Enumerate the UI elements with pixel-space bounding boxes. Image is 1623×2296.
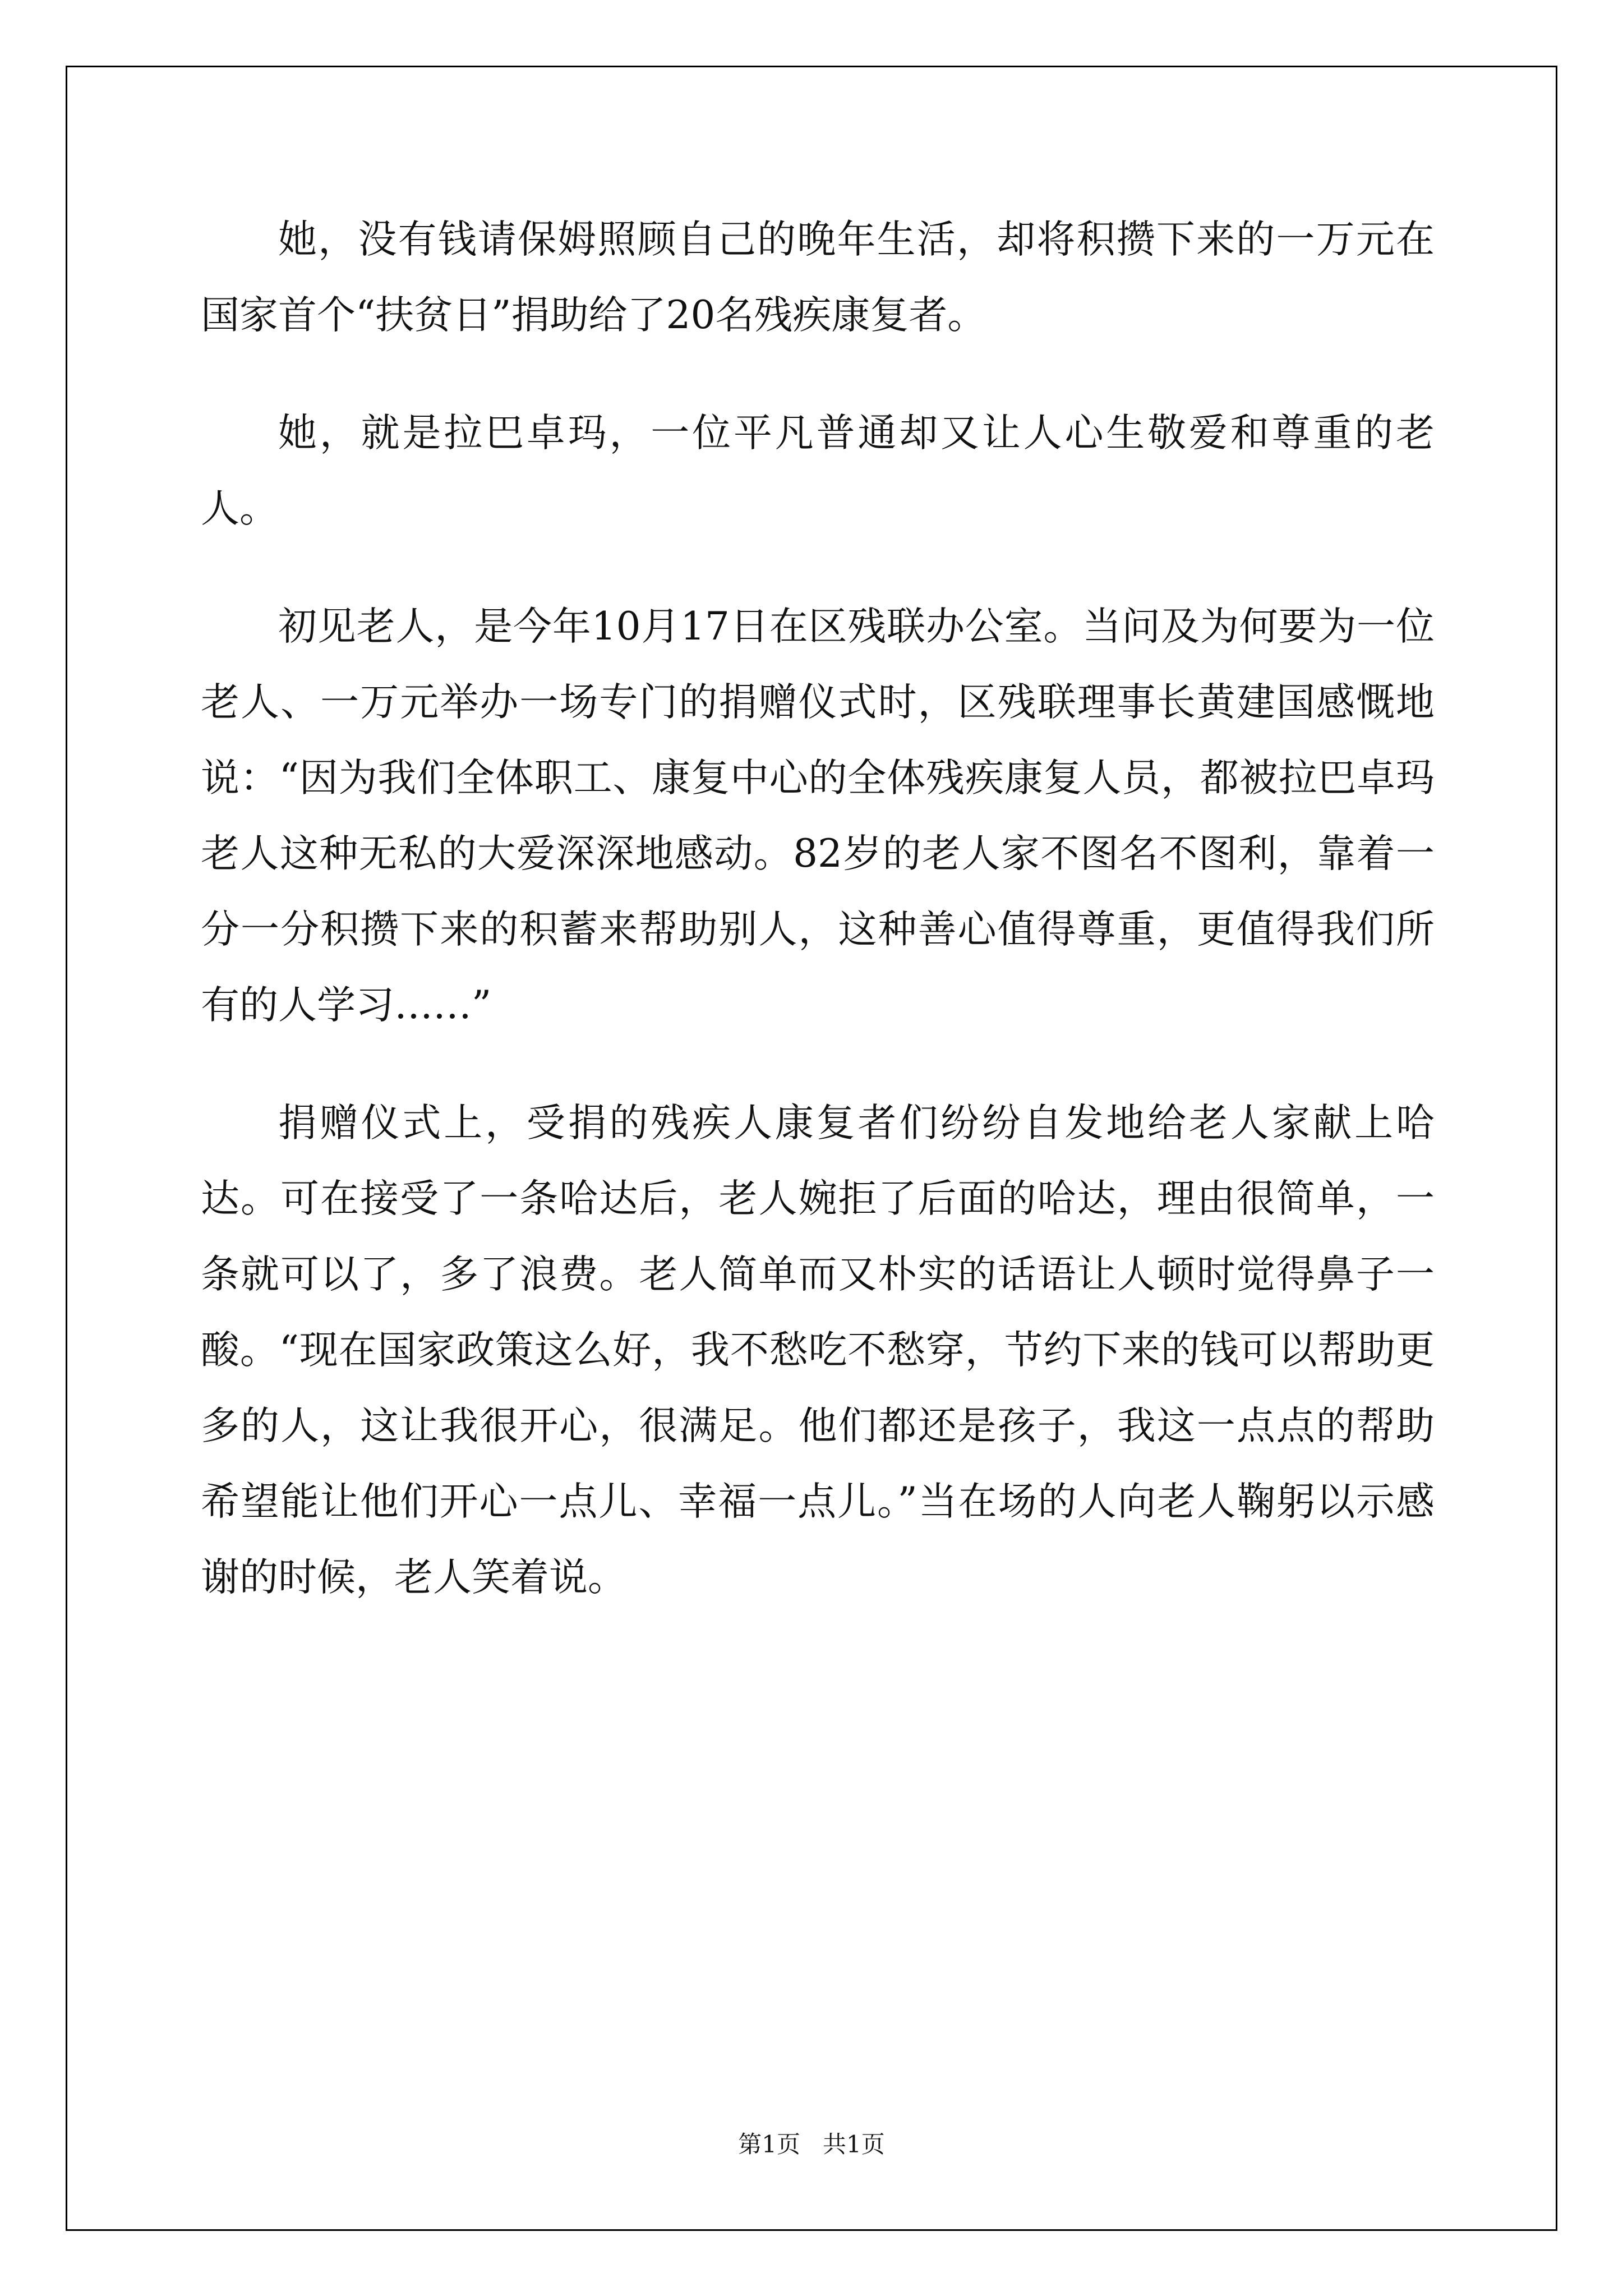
document-body — [201, 202, 1435, 1658]
paragraph-4: 捐赠仪式上，受捐的残疾人康复者们纷纷自发地给老人家献上哈达。可在接受了一条哈达后，老人婉拒了后面的哈达，理由很简单，一条就可以了，多了浪费。老人简单而又朴实的话语让人顿时觉得鼻子一酸。“现在国家政策这么好，我不愁吃不愁穿，节约下来的钱可以帮助更多的人，这让我很开心，很满足。他们都还是孩子，我这一点点的帮助希望能让他们开心一点儿、幸福一点儿。”当在场的人向老人鞠躬以示感谢的时候，老人笑着说。 — [201, 1101, 1435, 1600]
page-number: 第1页 共1页 — [738, 2131, 885, 2158]
paragraph-2: 她，就是拉巴卓玛，一位平凡普通却又让人心生敬爱和尊重的老人。 — [201, 411, 1435, 531]
paragraph-3: 初见老人，是今年10月17日在区残联办公室。当问及为何要为一位老人、一万元举办一场专门的捐赠仪式时，区残联理事长黄建国感慨地说：“因为我们全体职工、康复中心的全体残疾康复人员，都被拉巴卓玛老人这种无私的大爱深深地感动。82岁的老人家不图名不图利，靠着一分一分积攒下来的积蓄来帮助别人，这种善心值得尊重，更值得我们所有的人学习……” — [201, 604, 1435, 1028]
paragraph-1: 她，没有钱请保姆照顾自己的晚年生活，却将积攒下来的一万元在国家首个“扶贫日”捐助给了20名残疾康复者。 — [201, 217, 1435, 338]
